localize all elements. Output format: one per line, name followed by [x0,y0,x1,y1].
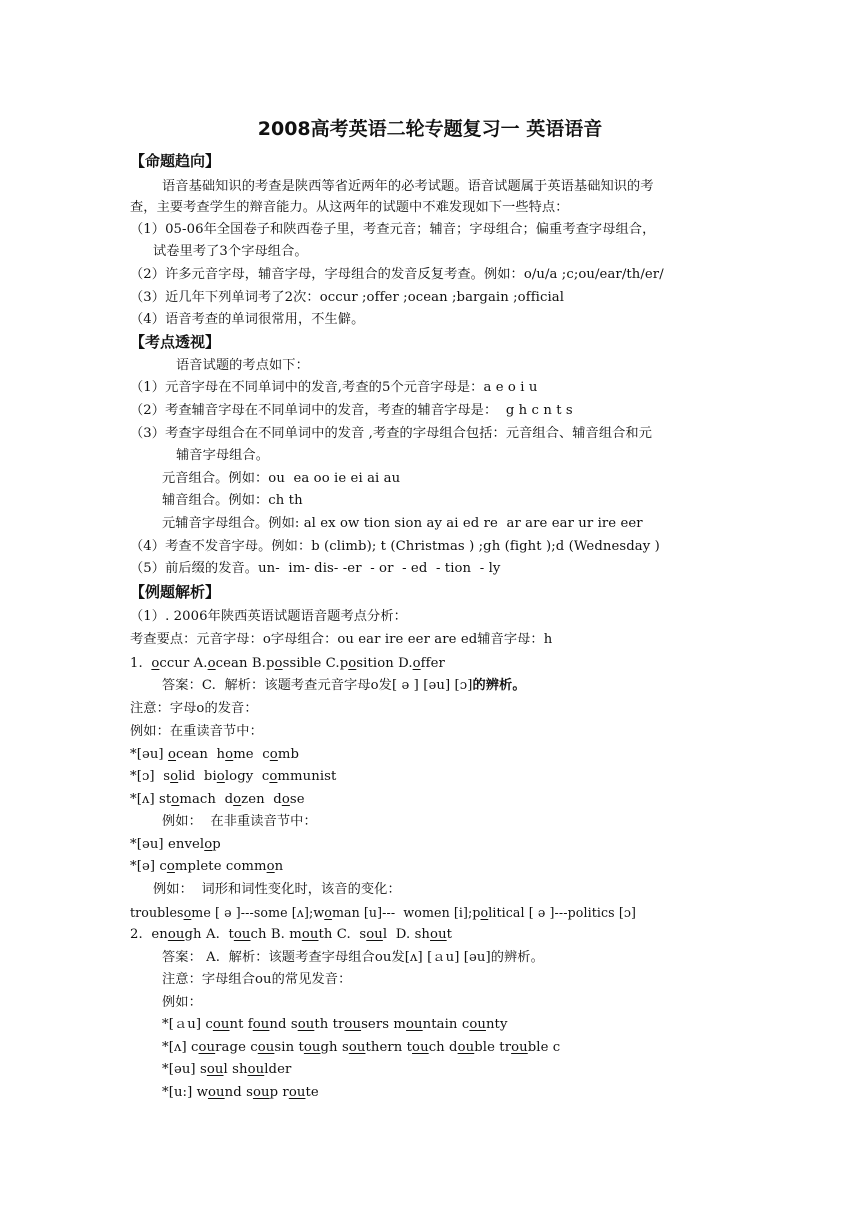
list-item: （3）考查字母组合在不同单词中的发音 ,考查的字母组合包括：元音组合、辅音组合和元 [130,426,652,441]
list-item: （1）05-06年全国卷子和陕西卷子里，考查元音；辅音；字母组合；偏重考查字母组合， [130,222,656,237]
list-item: （2）许多元音字母，辅音字母，字母组合的发音反复考查。例如：o/u/a ;c;ou/ear/th/er/ [130,267,664,282]
note-line: 注意：字母组合ou的常见发音： [162,972,352,987]
list-item: （1）元音字母在不同单词中的发音,考查的5个元音字母是：a e o i u [130,380,538,395]
phonetic-row: *[ʌ] stomach dozen dose [130,792,305,807]
list-item: （5）前后缀的发音。un- im- dis- -er - or - ed - tion - ly [130,561,501,576]
phonetic-row: *[ａu] count found south trousers mountain county [162,1017,508,1032]
phonetic-row: *[əu] soul shoulder [162,1062,292,1077]
list-item: （4）考查不发音字母。例如：b (climb); t (Christmas ) ;gh (fight );d (Wednesday ) [130,539,660,554]
list-item-continuation: 辅音字母组合。 [176,448,270,463]
question-1: 1. occur A.ocean B.possible C.position D.offer [130,656,445,671]
phonetic-row: troublesome [ ə ]---some [ʌ];woman [u]--- women [i];political [ ə ]---politics [ɔ] [130,905,637,920]
phonetic-row: *[əu] envelop [130,837,221,852]
note-line: 注意：字母o的发音： [130,701,258,716]
key-points-line: 考查要点：元音字母：o字母组合：ou ear ire eer are ed辅音字母：h [130,632,553,647]
question-2: 2. enough A. touch B. mouth C. soul D. shout [130,927,453,942]
note-line: 例如： [162,995,202,1010]
section-heading-trend: 【命题趋向】 [130,152,221,170]
phonetic-row: *[ɔ] solid biology communist [130,769,337,784]
list-item: （4）语音考查的单词很常用，不生僻。 [130,312,365,327]
paragraph-line: 语音基础知识的考查是陕西等省近两年的必考试题。语音试题属于英语基础知识的考 [162,179,654,194]
phonetic-row: *[ʌ] courage cousin tough southern touch double trouble c [162,1040,561,1055]
section-heading-points: 【考点透视】 [130,333,221,351]
page-title: 2008高考英语二轮专题复习一 英语语音 [257,118,603,140]
phonetic-row: *[u:] wound soup route [162,1085,319,1100]
list-item: （3）近几年下列单词考了2次：occur ;offer ;ocean ;bargain ;official [130,290,565,305]
example-line: 辅音组合。例如：ch th [162,493,303,508]
note-line: 例如： 在非重读音节中： [162,814,317,829]
answer-1: 答案：C. 解析：该题考查元音字母o发[ ə ] [əu] [ɔ]的辨析。 [162,678,526,693]
phonetic-row: *[ə] complete common [130,859,284,874]
phonetic-row: *[əu] ocean home comb [130,747,299,762]
paragraph-line: 语音试题的考点如下： [176,358,309,373]
example-line: 元辅音字母组合。例如: al ex ow tion sion ay ai ed re ar are ear ur ire eer [162,516,643,531]
note-line: 例如：在重读音节中： [130,724,263,739]
list-item: （2）考查辅音字母在不同单词中的发音，考查的辅音字母是： g h c n t s [130,403,573,418]
example-line: 元音组合。例如：ou ea oo ie ei ai au [162,471,401,486]
answer-2: 答案： A. 解析：该题考查字母组合ou发[ʌ] [ａu] [əu]的辨析。 [162,950,544,965]
paragraph-line: 查，主要考查学生的辩音能力。从这两年的试题中不难发现如下一些特点： [130,200,569,215]
list-item-continuation: 试卷里考了3个字母组合。 [153,244,308,259]
section-heading-examples: 【例题解析】 [130,583,221,601]
note-line: 例如： 词形和词性变化时，该音的变化： [153,882,401,897]
example-heading: （1）. 2006年陕西英语试题语音题考点分析： [130,609,407,624]
